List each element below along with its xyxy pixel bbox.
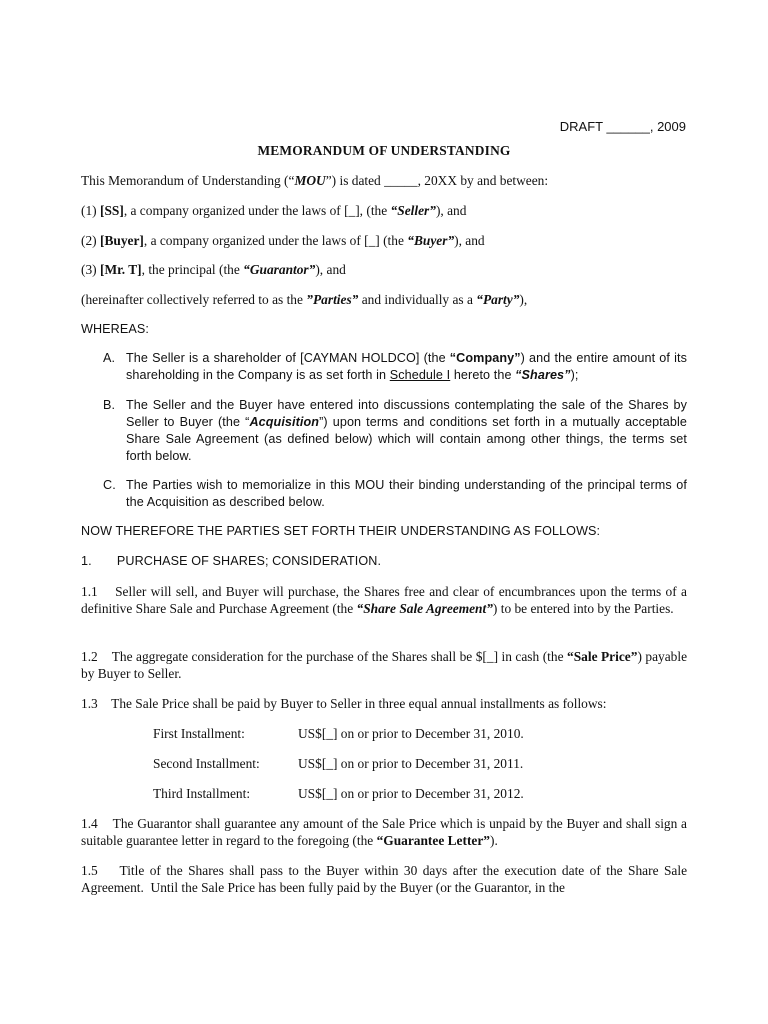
intro-paragraph: This Memorandum of Understanding (“MOU”) is dated _____, 20XX by and between: — [81, 173, 549, 188]
clause-1-3: 1.3 The Sale Price shall be paid by Buyer to Seller in three equal annual installments as follows: — [81, 696, 607, 711]
parties-collective-definition: (hereinafter collectively referred to as the ”Parties” and individually as a “Party”), — [81, 292, 528, 307]
now-therefore-clause: NOW THEREFORE THE PARTIES SET FORTH THEIR UNDERSTANDING AS FOLLOWS: — [81, 524, 601, 538]
recital-b-label: B. — [103, 398, 116, 412]
installment-amount: US$[_] on or prior to December 31, 2011. — [298, 756, 524, 771]
recital-b: B. The Seller and the Buyer have entered into discussions contemplating the sale of the Shares by Seller to Buyer (the “Acquisition”) upon terms and conditions set forth in a mutually acceptable Share Sale Agreement (as defined below) which will contain among other things, the terms set forth below. — [103, 398, 687, 463]
installment-label: Third Installment: — [153, 786, 251, 801]
recital-a: A. The Seller is a shareholder of [CAYMAN HOLDCO] (the “Company”) and the entire amount of its shareholding in the Company is as set forth in Schedule I hereto the “Shares”); — [103, 351, 687, 382]
installment-label: Second Installment: — [153, 756, 260, 771]
party-buyer: (2) [Buyer], a company organized under the laws of [_] (the “Buyer”), and — [81, 233, 485, 248]
draft-header: DRAFT ______, 2009 — [559, 119, 686, 134]
clause-1-1: 1.1 Seller will sell, and Buyer will purchase, the Shares free and clear of encumbrances upon the terms of a definitive Share Sale and Purchase Agreement (the “Share Sale Agreement”) to be entered into by the Parties. — [81, 584, 687, 616]
recital-a-label: A. — [103, 351, 116, 365]
clause-1-4: 1.4 The Guarantor shall guarantee any amount of the Sale Price which is unpaid by the Buyer and shall sign a suitable guarantee letter in regard to the foregoing (the “Guarantee Letter”). — [81, 816, 687, 848]
clause-1-5: 1.5 Title of the Shares shall pass to the Buyer within 30 days after the execution date of the Share Sale Agreement. Until the Sale Price has been fully paid by the Buyer (or the Guarantor, in the — [81, 863, 688, 895]
section-1-heading: 1. PURCHASE OF SHARES; CONSIDERATION. — [81, 554, 382, 568]
recital-c-label: C. — [103, 478, 116, 492]
installment-row-first — [153, 725, 524, 742]
party-guarantor: (3) [Mr. T], the principal (the “Guarantor”), and — [81, 262, 346, 277]
document-title: MEMORANDUM OF UNDERSTANDING — [257, 143, 511, 158]
installment-row-second — [153, 755, 524, 772]
installment-amount: US$[_] on or prior to December 31, 2010. — [298, 726, 524, 741]
installment-row-third — [153, 785, 524, 802]
clause-1-2: 1.2 The aggregate consideration for the purchase of the Shares shall be $[_] in cash (the “Sale Price”) payable by Buyer to Seller. — [81, 649, 688, 681]
whereas-heading: WHEREAS: — [81, 322, 149, 336]
recital-c: C. The Parties wish to memorialize in this MOU their binding understanding of the principal terms of the Acquisition as described below. — [103, 478, 687, 509]
installment-amount: US$[_] on or prior to December 31, 2012. — [298, 786, 524, 801]
installment-label: First Installment: — [153, 726, 245, 741]
party-seller: (1) [SS], a company organized under the laws of [_], (the “Seller”), and — [81, 203, 467, 218]
